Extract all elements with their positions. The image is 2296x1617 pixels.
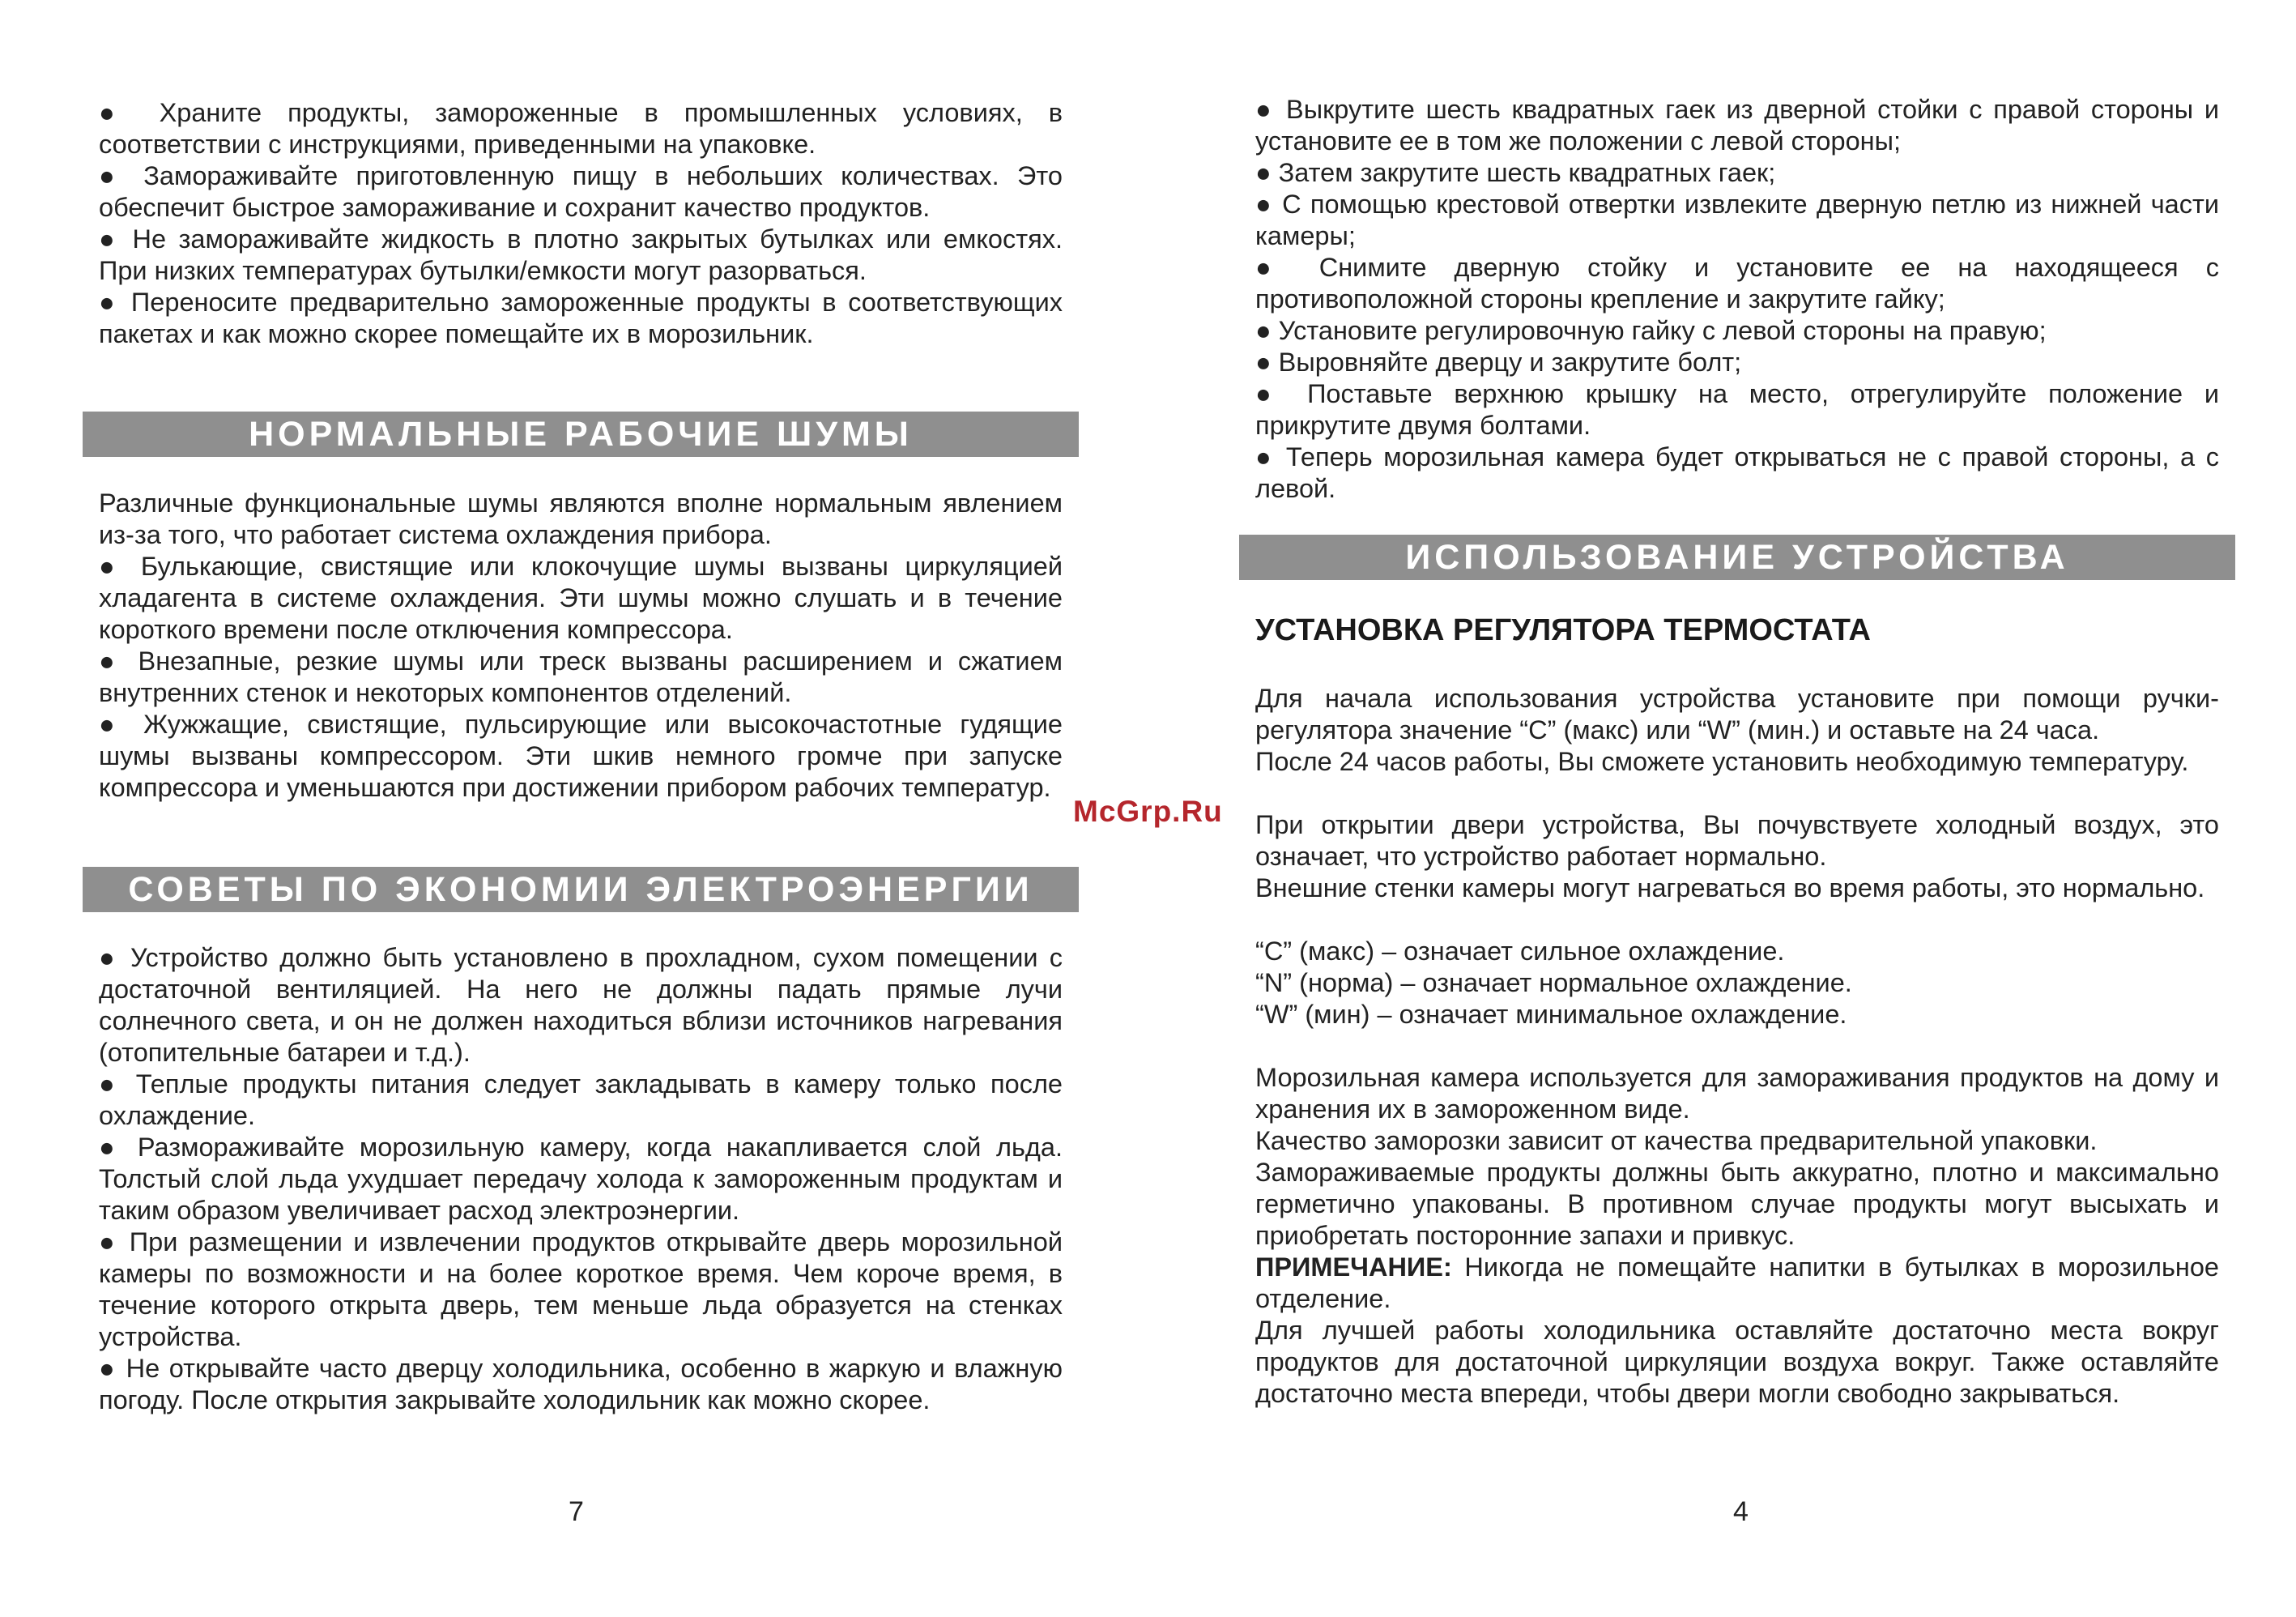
mode-max: “С” (макс) – означает сильное охлаждение. xyxy=(1255,936,1785,966)
note-paragraph xyxy=(1255,1252,2219,1315)
energy-bullet-5: ● Не открывайте часто дверцу холодильника, особенно в жаркую и влажную погоду. После открытия закрывайте холодильник как можно скорее. xyxy=(99,1354,1063,1414)
usage-paragraph-1: Для начала использования устройства установите при помощи ручки-регулятора значение “С” (макс) или “W” (мин.) и оставьте на 24 часа. xyxy=(1255,684,2219,745)
tip-bullet-1: ● Храните продукты, замороженные в промышленных условиях, в соответствии с инструкциями, приведенными на упаковке. xyxy=(99,98,1063,159)
energy-bullet-1: ● Устройство должно быть установлено в прохладном, сухом помещении с достаточной вентиляцией. На него не должны падать прямые лучи солнечного света, и он не должен находиться вблизи источников нагревания (отопительные батареи и т.д.). xyxy=(99,943,1063,1067)
usage-section-heading: ИСПОЛЬЗОВАНИЕ УСТРОЙСТВА xyxy=(1239,535,2235,580)
energy-bullet-3: ● Размораживайте морозильную камеру, когда накапливается слой льда. Толстый слой льда ухудшает передачу холода к замороженным продуктам и таким образом увеличивает расход электроэнергии. xyxy=(99,1133,1063,1225)
tip-bullet-4: ● Переносите предварительно замороженные продукты в соответствующих пакетах и как можно скорее помещайте их в морозильник. xyxy=(99,288,1063,348)
final-paragraph: Для лучшей работы холодильника оставляйте достаточно места вокруг продуктов для достаточной циркуляции воздуха вокруг. Также оставляйте достаточно места впереди, чтобы двери могли свободно закрываться. xyxy=(1255,1316,2219,1408)
freezer-paragraph-2: Качество заморозки зависит от качества предварительной упаковки. xyxy=(1255,1126,2098,1155)
energy-section-heading: СОВЕТЫ ПО ЭКОНОМИИ ЭЛЕКТРОЭНЕРГИИ xyxy=(83,867,1079,912)
note-text: Никогда не помещайте напитки в бутылках в морозильное отделение. xyxy=(1255,1252,2219,1313)
usage-paragraph-2: После 24 часов работы, Вы сможете установить необходимую температуру. xyxy=(1255,747,2189,776)
watermark-text: McGrp.Ru xyxy=(1073,795,1223,828)
noise-intro: Различные функциональные шумы являются вполне нормальным явлением из-за того, что работает система охлаждения прибора. xyxy=(99,489,1063,549)
door-bullet-5: ● Установите регулировочную гайку с левой стороны на правую; xyxy=(1255,316,2047,345)
door-bullet-3: ● С помощью крестовой отвертки извлеките дверную петлю из нижней части камеры; xyxy=(1255,190,2219,250)
door-bullet-7: ● Поставьте верхнюю крышку на место, отрегулируйте положение и прикрутите двумя болтами. xyxy=(1255,379,2219,440)
page-number-left: 7 xyxy=(569,1496,584,1527)
energy-bullet-4: ● При размещении и извлечении продуктов открывайте дверь морозильной камеры по возможности и на более короткое время. Чем короче время, в течение которого открыта дверь, тем меньше льда образуется на стенках устройства. xyxy=(99,1227,1063,1351)
noise-bullet-3: ● Жужжащие, свистящие, пульсирующие или высокочастотные гудящие шумы вызваны компрессором. Эти шкив немного громче при запуске компрессора и уменьшаются при достижении прибором рабочих температур. xyxy=(99,710,1063,802)
energy-bullet-2: ● Теплые продукты питания следует закладывать в камеру только после охлаждение. xyxy=(99,1069,1063,1130)
note-label: ПРИМЕЧАНИЕ: xyxy=(1255,1252,1452,1282)
freezer-paragraph-3: Замораживаемые продукты должны быть аккуратно, плотно и максимально герметично упакованы. В противном случае продукты могут высыхать и приобретать посторонние запахи и привкус. xyxy=(1255,1158,2219,1250)
door-bullet-8: ● Теперь морозильная камера будет открываться не с правой стороны, а с левой. xyxy=(1255,442,2219,503)
door-bullet-2: ● Затем закрутите шесть квадратных гаек; xyxy=(1255,158,1776,187)
tip-bullet-3: ● Не замораживайте жидкость в плотно закрытых бутылках или емкостях. При низких температурах бутылки/емкости могут разорваться. xyxy=(99,224,1063,285)
noise-section-heading: НОРМАЛЬНЫЕ РАБОЧИЕ ШУМЫ xyxy=(83,412,1079,457)
usage-paragraph-4: Внешние стенки камеры могут нагреваться во время работы, это нормально. xyxy=(1255,873,2205,902)
freezer-paragraph-1: Морозильная камера используется для замораживания продуктов на дому и хранения их в замороженном виде. xyxy=(1255,1063,2219,1124)
tip-bullet-2: ● Замораживайте приготовленную пищу в небольших количествах. Это обеспечит быстрое замораживание и сохранит качество продуктов. xyxy=(99,161,1063,222)
mode-min: “W” (мин) – означает минимальное охлаждение. xyxy=(1255,1000,1847,1029)
noise-bullet-2: ● Внезапные, резкие шумы или треск вызваны расширением и сжатием внутренних стенок и некоторых компонентов отделений. xyxy=(99,646,1063,707)
usage-paragraph-3: При открытии двери устройства, Вы почувствуете холодный воздух, это означает, что устройство работает нормально. xyxy=(1255,810,2219,871)
door-bullet-4: ● Снимите дверную стойку и установите ее на находящееся с противоположной стороны крепление и закрутите гайку; xyxy=(1255,253,2219,314)
noise-bullet-1: ● Булькающие, свистящие или клокочущие шумы вызваны циркуляцией хладагента в системе охлаждения. Эти шумы можно слушать и в течение короткого времени после отключения компрессора. xyxy=(99,552,1063,644)
door-bullet-6: ● Выровняйте дверцу и закрутите болт; xyxy=(1255,348,1742,377)
page-number-right: 4 xyxy=(1733,1496,1749,1527)
door-bullet-1: ● Выкрутите шесть квадратных гаек из дверной стойки с правой стороны и установите ее в том же положении с левой стороны; xyxy=(1255,95,2219,156)
thermostat-subheading: УСТАНОВКА РЕГУЛЯТОРА ТЕРМОСТАТА xyxy=(1255,613,1871,647)
mode-normal: “N” (норма) – означает нормальное охлаждение. xyxy=(1255,968,1852,997)
